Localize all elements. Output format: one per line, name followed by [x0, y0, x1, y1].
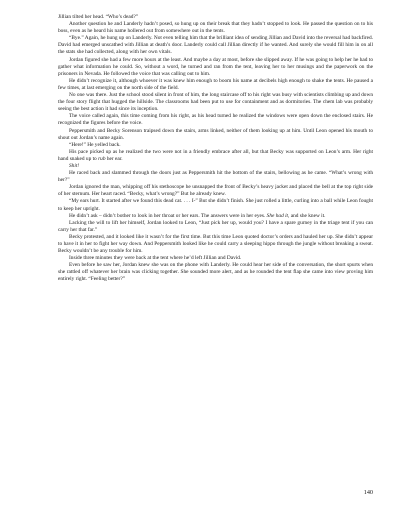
paragraph [58, 35, 373, 56]
italic-text: Shit! [69, 162, 80, 169]
text-run: Jordan figured she had a few more hours at the least. And maybe a day at most, before she slipped away. If he was going to help her he had to gather what information he could. So, without a word, he turned and ran from the tent, leaving her to her musings and the paperwork on the prisoners in Nevada. He followed the voice that was calling out to him. [58, 56, 373, 77]
text-run: Becky protested, and it looked like it wasn’t for the first time. But this time Leon quoted doctor’s orders and hauled her up. She didn’t appear to have it in her to fight her way down. And Peppersmith looked like he could carry a sleeping hippo through the jungle without breaking a sweat. Becky wouldn’t be any trouble for him. [58, 233, 373, 255]
paragraph [58, 213, 373, 220]
text-run: “Here!” He yelled back. [69, 141, 121, 148]
paragraph [58, 220, 373, 234]
paragraph [58, 163, 373, 170]
text-run: Jordan ignored the man, whipping off his stethoscope he unsnapped the front of Becky’s heavy jacket and placed the bell at the top right side of her sternum. Her heart raced. “Becky, what’s wrong?” But he already knew. [58, 184, 373, 198]
text-run: Another question he and Landerly hadn’t posed, so hung up on their break that they hadn’t stopped to look. He passed the question on to his boss, even as he heard his name hollered out from somewhere out in the tents. [58, 21, 373, 35]
text-run: He raced back and slammed through the doors just as Peppersmith hit the bottom of the stairs, bellowing as he came. “What’s wrong with her?” [58, 170, 373, 184]
paragraph [58, 198, 373, 212]
text-run: , and she knew it. [288, 212, 326, 219]
text-run: He didn’t ask – didn’t bother to look in her throat or her ears. The answers were in her eyes. [69, 212, 267, 219]
text-run: her ear. [105, 155, 123, 162]
italic-text: rub [98, 155, 106, 162]
text-run: Inside three minutes they were back at the tent where he’d left Jillian and David. [69, 255, 242, 262]
text-run: “My ears hurt. It started after we found this dead cat. . . . I-” But she didn’t finish. She just rolled a little, curling into a ball while Leon fought to keep her upright. [58, 198, 373, 212]
paragraph [58, 149, 373, 163]
page-number: 140 [363, 489, 373, 496]
paragraph [58, 14, 373, 21]
paragraph [58, 21, 373, 35]
paragraph [58, 113, 373, 127]
text-run: Jillian tilted her head. “Who’s dead?” [58, 14, 139, 20]
text-run: Peppersmith and Becky Sorenson traipsed down the stairs, arms linked, neither of them looking up at him. Until Leon opened his mouth to shout out Jordan’s name again. [58, 127, 373, 141]
text-run: The voice called again, this time coming from his right, as his head turned he realized the windows were open down the enclosed stairs. He recognized the figures before the voice. [58, 113, 373, 127]
text-run: No one was there. Just the school stood silent in front of him, the long staircase off to his right was busy with scientists climbing up and down the four story flight that hugged the hillside. The classrooms had been put to use for containment and as dormitories. The chem lab was probably seeing the best action it had since its inception. [58, 92, 373, 113]
paragraph [58, 170, 373, 184]
text-run: He didn’t recognize it, although whoever it was knew him enough to boom his name at decibels high enough to shake the tents. He paused a few times, at last emerging on the north side of the field. [58, 77, 373, 91]
text-run: Lacking the will to lift her himself, Jordan looked to Leon, “Just pick her up, would you? I have a spare gurney in the triage tent if you can carry her that far.” [58, 219, 373, 233]
body-text [58, 14, 373, 284]
paragraph [58, 184, 373, 198]
paragraph [58, 92, 373, 113]
paragraph [58, 142, 373, 149]
paragraph [58, 78, 373, 92]
paragraph [58, 234, 373, 255]
text-run: “Bye.” Again, he hung up on Landerly. Not even telling him that the brilliant idea of sending Jillian and David into the reversal had backfired. David had emerged unscathed with Jillian at death’s door. Landerly could call Jillian directly if he wanted. And surely she would fill him in on all the stats she had collected, along with her own vitals. [58, 35, 373, 56]
text-run: Even before he saw her, Jordan knew she was on the phone with Landerly. He could hear her side of the conversation, the short spurts when she rattled off whatever her brain was clicking together. She sounded more alert, and as he rounded the tent flap she came into view proving him entirely right. “Feeling better?” [58, 262, 373, 283]
paragraph [58, 128, 373, 142]
italic-text: She had it [266, 212, 289, 219]
paragraph [58, 262, 373, 283]
text-run: His pace picked up as he realized the two were not in a friendly embrace after all, but that Becky was supported on Leon’s arm. Her right hand snaked up to [58, 148, 373, 162]
paragraph [58, 57, 373, 78]
